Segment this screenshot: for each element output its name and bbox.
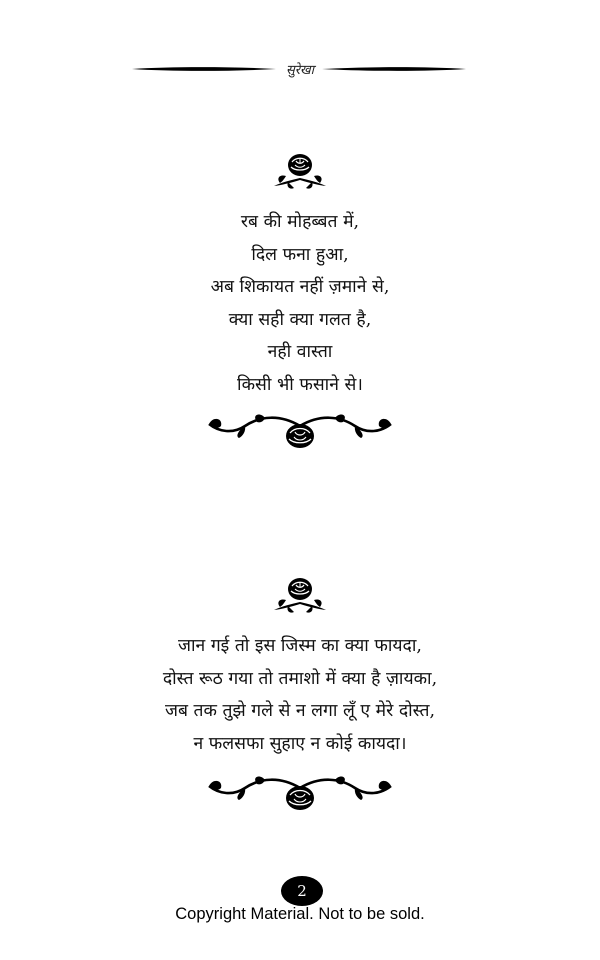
poem-line: जब तक तुझे गले से न लगा लूँ ए मेरे दोस्त, [164,701,436,721]
poem-line: अब शिकायत नहीं ज़माने से, [210,277,390,297]
poem-line: जान गई तो इस जिस्म का क्या फायदा, [178,636,422,656]
poem-line: क्या सही क्या गलत है, [228,309,372,330]
book-title: सुरेखा [285,63,315,78]
poem-line: किसी भी फसाने से। [237,374,363,395]
rose-vine-divider-icon [205,412,395,452]
poem-2 [0,630,600,760]
rose-vine-divider-icon [205,774,395,814]
poem-line: दोस्त रूठ गया तो तमाशो में क्या है ज़ायका, [162,668,438,689]
page-number: 2 [281,876,323,906]
copyright-notice: Copyright Material. Not to be sold. [175,905,425,923]
poem-line: दिल फना हुआ, [251,244,349,265]
poem-line: न फलसफा सुहाए न कोई कायदा। [193,733,407,754]
rose-icon [270,152,330,192]
poem-line: रब की मोहब्बत में, [240,212,360,232]
rose-icon [270,576,330,616]
poem-1 [0,206,600,401]
running-header [0,58,600,82]
poem-line: नही वास्ता [267,342,333,362]
